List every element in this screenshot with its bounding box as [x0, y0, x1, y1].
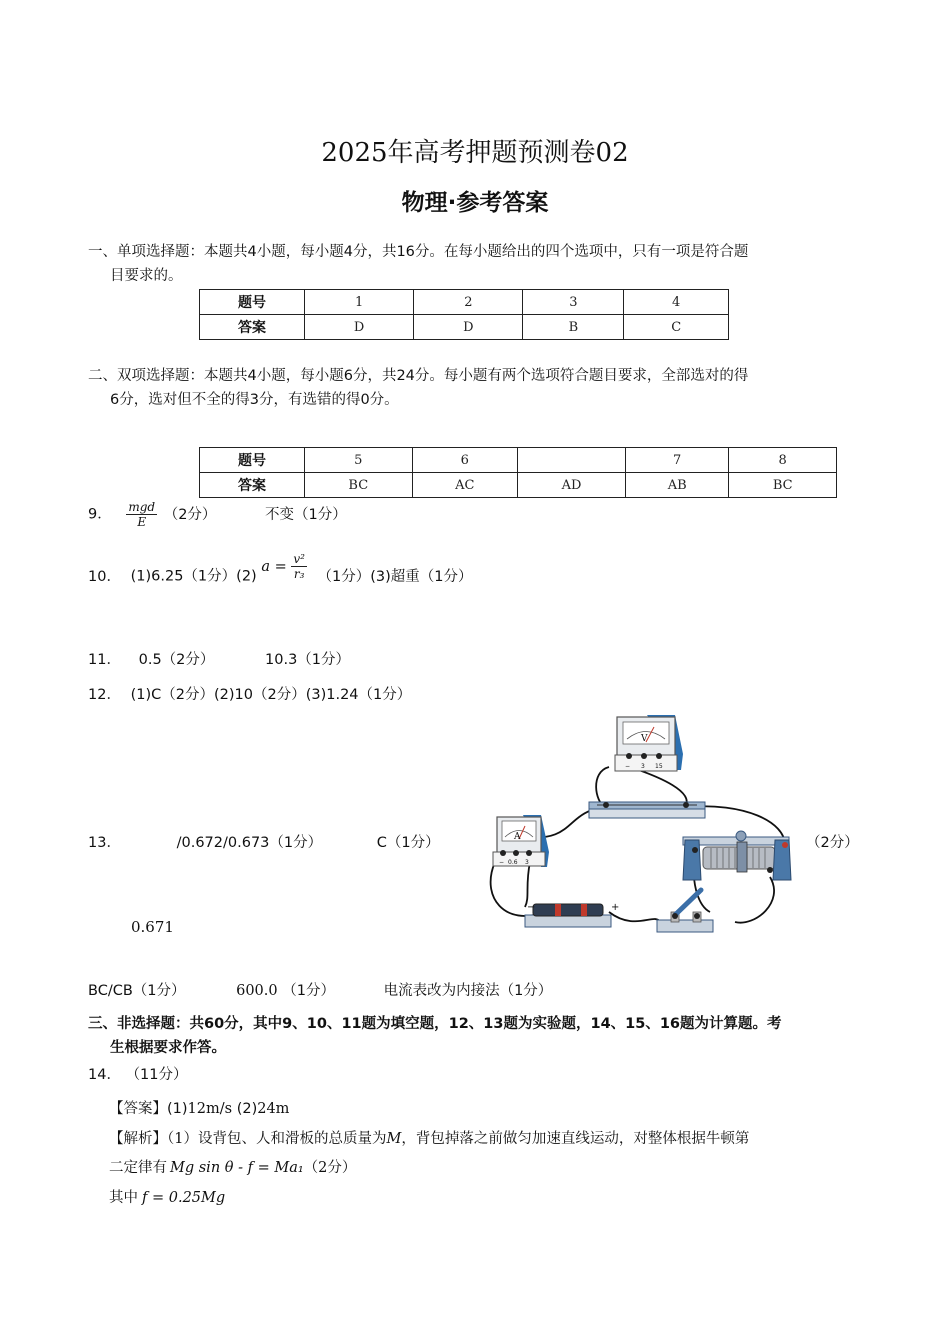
- analysis-text: 二定律有: [109, 1160, 167, 1176]
- question-number: 14．: [88, 1067, 121, 1083]
- ammeter-label: A: [514, 832, 521, 842]
- section1-answer-table: [199, 289, 729, 340]
- voltmeter-terminal-label: −: [625, 763, 631, 770]
- answer-part-label: (1): [167, 1101, 188, 1117]
- table-cell: 5: [305, 448, 413, 473]
- score: （2分）: [806, 835, 859, 851]
- table-cell: 7: [625, 448, 728, 473]
- table-cell: AD: [518, 473, 626, 498]
- row-label-number: 题号: [200, 290, 305, 315]
- question-9: [88, 500, 347, 529]
- circuit-diagram: [485, 712, 805, 937]
- section3-heading-line1: 三、非选择题：共60分，其中9、10、11题为填空题，12、13题为实验题，14、15、16题为计算题。考: [88, 1016, 782, 1032]
- question-13: [88, 831, 440, 852]
- question-13-continued: [88, 979, 552, 1000]
- section1-heading-line1: 一、单项选择题：本题共4小题，每小题4分，共16分。在每小题给出的四个选项中，只有一项是符合题: [88, 244, 749, 260]
- fraction-denominator: E: [137, 515, 147, 529]
- table-cell: 6: [412, 448, 517, 473]
- answer-value: 24m: [257, 1101, 290, 1117]
- section2-answer-table: [199, 447, 837, 498]
- table-cell: C: [624, 315, 729, 340]
- question-number: 12．: [88, 687, 121, 703]
- question-14-analysis-line1: [109, 1127, 749, 1148]
- table-cell: 8: [729, 448, 837, 473]
- resistance-wire-board: [589, 802, 705, 818]
- table-row: [200, 448, 837, 473]
- section2-heading-line2: 6分，选对但不全的得3分，有选错的得0分。: [110, 392, 399, 408]
- answer-text: (1)6.25（1分）(2): [130, 568, 257, 585]
- equation-lhs: a: [261, 558, 270, 575]
- ammeter: [493, 815, 549, 867]
- ammeter-terminal-label: −: [499, 859, 505, 866]
- table-row: [200, 315, 729, 340]
- row-label-answer: 答案: [200, 315, 305, 340]
- answer-text: BC/CB（1分）: [88, 983, 186, 999]
- voltmeter-label: V: [641, 734, 648, 744]
- table-cell: B: [523, 315, 624, 340]
- question-14-answer: [109, 1097, 289, 1118]
- question-number: 9．: [88, 506, 112, 523]
- answer-text: C（1分）: [376, 835, 440, 851]
- question-12: [88, 683, 411, 704]
- answer-text: 0.5（2分）: [138, 652, 215, 668]
- table-cell: BC: [729, 473, 837, 498]
- analysis-text: 其中: [109, 1190, 138, 1206]
- answer-text: 不变（1分）: [265, 506, 347, 523]
- battery: [525, 902, 619, 927]
- table-cell: D: [305, 315, 414, 340]
- fraction-mgd-over-e: [126, 500, 157, 529]
- table-cell: AC: [412, 473, 517, 498]
- switch: [657, 890, 713, 932]
- voltmeter: [615, 715, 683, 771]
- table-cell: BC: [305, 473, 413, 498]
- question-10: [88, 552, 473, 591]
- fraction-numerator: v²: [293, 552, 305, 566]
- battery-plus-label: +: [611, 902, 620, 913]
- question-14-header: [88, 1063, 188, 1084]
- page-subtitle: 物理·参考答案: [401, 190, 549, 216]
- table-row: [200, 290, 729, 315]
- table-cell: 4: [624, 290, 729, 315]
- section3-heading-line2: 生根据要求作答。: [110, 1040, 226, 1056]
- question-14-analysis-line2: [109, 1156, 356, 1177]
- voltmeter-terminal-label: 15: [655, 763, 663, 770]
- score: （1分）: [282, 983, 335, 999]
- fraction-numerator: mgd: [128, 500, 156, 514]
- table-cell: AB: [625, 473, 728, 498]
- section1-heading: [88, 240, 748, 288]
- answer-label: 【答案】: [109, 1101, 167, 1117]
- row-label-number: 题号: [200, 448, 305, 473]
- answer-text: (1)C（2分）(2)10（2分）(3)1.24（1分）: [130, 687, 412, 703]
- question-number: 10．: [88, 568, 121, 585]
- analysis-label: 【解析】: [109, 1131, 167, 1147]
- section2-heading-line1: 二、双项选择题：本题共4小题，每小题6分，共24分。每小题有两个选项符合题目要求，全部选对的得: [88, 368, 749, 384]
- question-number: 13．: [88, 835, 121, 851]
- table-cell: [518, 448, 626, 473]
- symbol-m: M: [386, 1131, 402, 1147]
- table-cell: 3: [523, 290, 624, 315]
- score: （2分）: [303, 1160, 357, 1176]
- question-11: [88, 648, 350, 669]
- ammeter-terminal-label: 3: [525, 859, 529, 866]
- analysis-text: （1）设背包、人和滑板的总质量为: [167, 1131, 387, 1147]
- row-label-answer: 答案: [200, 473, 305, 498]
- fraction-denominator: r₃: [293, 567, 305, 581]
- answer-value: 600.0: [236, 983, 278, 999]
- section3-heading: [88, 1012, 782, 1060]
- answer-value: 0.671: [131, 918, 174, 936]
- question-number: 11．: [88, 652, 121, 668]
- table-row: [200, 473, 837, 498]
- answer-part-label: (2): [236, 1101, 258, 1117]
- answer-text: 10.3（1分）: [265, 652, 351, 668]
- score: （11分）: [125, 1067, 188, 1083]
- answer-value: 12m/s: [187, 1101, 233, 1117]
- voltmeter-terminal-label: 3: [641, 763, 645, 770]
- section1-heading-line2: 目要求的。: [110, 268, 183, 284]
- fraction-v2-over-r3: [291, 552, 307, 581]
- equation: f = 0.25Mg: [142, 1190, 226, 1206]
- page-title: 2025年高考押题预测卷02: [321, 138, 629, 168]
- equation-equals: =: [274, 558, 287, 575]
- battery-minus-label: −: [527, 902, 536, 913]
- rheostat: [683, 831, 791, 880]
- table-cell: 1: [305, 290, 414, 315]
- equation: Mg sin θ - f = Ma₁: [170, 1160, 304, 1176]
- answer-text: /0.672/0.673（1分）: [176, 835, 323, 851]
- answer-text: 电流表改为内接法（1分）: [383, 983, 553, 999]
- ammeter-terminal-label: 0.6: [508, 859, 518, 866]
- table-cell: 2: [414, 290, 523, 315]
- question-14-analysis-line3: [109, 1186, 225, 1207]
- section2-heading: [88, 364, 748, 412]
- table-cell: D: [414, 315, 523, 340]
- answer-text: （1分）(3)超重（1分）: [317, 568, 473, 585]
- score: （2分）: [163, 506, 217, 523]
- analysis-text: ，背包掉落之前做匀加速直线运动，对整体根据牛顿第: [401, 1131, 750, 1147]
